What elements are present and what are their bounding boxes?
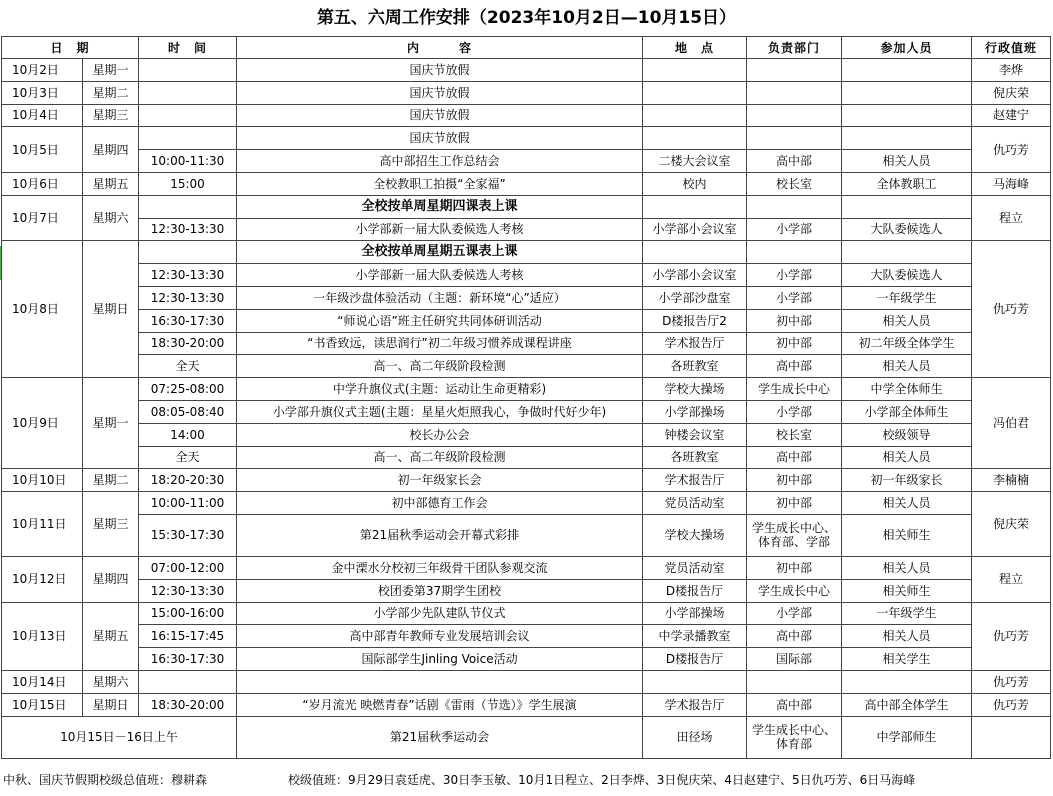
duty-cell: 李烨 (972, 59, 1051, 82)
dept-cell: 小学部 (747, 264, 842, 287)
weekday-cell: 星期一 (83, 378, 139, 469)
dept-cell (747, 104, 842, 127)
header-content: 内 容 (237, 37, 643, 59)
content-cell: 国庆节放假 (237, 127, 643, 150)
date-cell: 10月7日 (2, 195, 83, 241)
people-cell: 中学部师生 (842, 716, 972, 758)
table-row (2, 514, 1051, 556)
date-cell: 10月15日－16日上午 (2, 716, 237, 758)
people-cell: 高中部全体学生 (842, 693, 972, 716)
table-row (2, 355, 1051, 378)
content-cell: “岁月流光 映燃青春”话剧《雷雨（节选）》学生展演 (237, 693, 643, 716)
people-cell (842, 127, 972, 150)
people-cell: 相关师生 (842, 514, 972, 556)
weekday-cell: 星期一 (83, 59, 139, 82)
holiday-duty-note: 中秋、国庆节假期校级总值班：穆耕森 (3, 773, 208, 787)
time-cell: 12:30-13:30 (139, 264, 237, 287)
dept-cell: 初中部 (747, 309, 842, 332)
time-cell (139, 81, 237, 104)
content-cell: 金中溧水分校初三年级骨干团队参观交流 (237, 556, 643, 579)
place-cell (643, 127, 747, 150)
content-cell: 第21届秋季运动会开幕式彩排 (237, 514, 643, 556)
dept-cell: 初中部 (747, 332, 842, 355)
time-cell (139, 104, 237, 127)
people-cell: 初二年级全体学生 (842, 332, 972, 355)
place-cell: 中学录播教室 (643, 625, 747, 648)
date-cell: 10月12日 (2, 556, 83, 602)
date-cell: 10月10日 (2, 469, 83, 492)
people-cell: 相关人员 (842, 355, 972, 378)
time-cell: 08:05-08:40 (139, 400, 237, 423)
dept-cell: 校长室 (747, 172, 842, 195)
duty-cell: 马海峰 (972, 172, 1051, 195)
date-cell: 10月4日 (2, 104, 83, 127)
table-row (2, 309, 1051, 332)
dept-cell: 高中部 (747, 446, 842, 469)
dept-cell (747, 81, 842, 104)
people-cell: 一年级学生 (842, 602, 972, 625)
content-cell: “书香致远，读思润行”初二年级习惯养成课程讲座 (237, 332, 643, 355)
people-cell: 全体教职工 (842, 172, 972, 195)
dept-cell: 学生成长中心 (747, 579, 842, 602)
people-cell (842, 59, 972, 82)
people-cell: 相关人员 (842, 150, 972, 173)
table-row (2, 423, 1051, 446)
time-cell: 16:15-17:45 (139, 625, 237, 648)
table-row (2, 81, 1051, 104)
place-cell (643, 670, 747, 693)
content-cell (237, 670, 643, 693)
place-cell: D楼报告厅2 (643, 309, 747, 332)
place-cell: 小学部小会议室 (643, 264, 747, 287)
table-row (2, 602, 1051, 625)
time-cell: 18:20-20:30 (139, 469, 237, 492)
table-row (2, 286, 1051, 309)
time-cell: 18:30-20:00 (139, 693, 237, 716)
duty-cell: 倪庆荣 (972, 492, 1051, 557)
place-cell: 钟楼会议室 (643, 423, 747, 446)
table-row (2, 400, 1051, 423)
time-cell (139, 127, 237, 150)
header-duty: 行政值班 (972, 37, 1051, 59)
date-cell: 10月5日 (2, 127, 83, 173)
dept-cell (747, 195, 842, 218)
people-cell: 大队委候选人 (842, 264, 972, 287)
place-cell: 小学部小会议室 (643, 218, 747, 241)
dept-cell: 学生成长中心、体育部、学部 (747, 514, 842, 556)
table-row (2, 218, 1051, 241)
date-cell: 10月3日 (2, 81, 83, 104)
time-cell: 12:30-13:30 (139, 579, 237, 602)
weekday-cell: 星期五 (83, 172, 139, 195)
content-cell: 高一、高二年级阶段检测 (237, 355, 643, 378)
duty-cell: 仇巧芳 (972, 602, 1051, 670)
duty-cell (972, 716, 1051, 758)
date-cell: 10月2日 (2, 59, 83, 82)
weekday-cell: 星期三 (83, 492, 139, 557)
time-cell (139, 59, 237, 82)
content-cell: 初一年级家长会 (237, 469, 643, 492)
dept-cell: 高中部 (747, 625, 842, 648)
table-row (2, 241, 1051, 264)
duty-cell: 冯伯君 (972, 378, 1051, 469)
time-cell: 15:30-17:30 (139, 514, 237, 556)
time-cell: 15:00 (139, 172, 237, 195)
content-cell: 小学部新一届大队委候选人考核 (237, 264, 643, 287)
table-row (2, 127, 1051, 150)
place-cell: 各班教室 (643, 355, 747, 378)
people-cell: 相关人员 (842, 446, 972, 469)
time-cell (139, 670, 237, 693)
weekday-cell: 星期日 (83, 693, 139, 716)
dept-cell: 国际部 (747, 648, 842, 671)
time-cell (139, 241, 237, 264)
duty-cell: 李楠楠 (972, 469, 1051, 492)
dept-cell: 学生成长中心、体育部 (747, 716, 842, 758)
dept-cell: 学生成长中心 (747, 378, 842, 401)
weekday-cell: 星期二 (83, 81, 139, 104)
header-people: 参加人员 (842, 37, 972, 59)
content-cell: 中学升旗仪式(主题：运动让生命更精彩) (237, 378, 643, 401)
table-row (2, 59, 1051, 82)
table-row (2, 195, 1051, 218)
place-cell (643, 81, 747, 104)
place-cell: 校内 (643, 172, 747, 195)
date-cell: 10月8日 (2, 241, 83, 378)
content-cell: 小学部新一届大队委候选人考核 (237, 218, 643, 241)
table-row (2, 264, 1051, 287)
date-cell: 10月6日 (2, 172, 83, 195)
dept-cell: 小学部 (747, 286, 842, 309)
header-date: 日 期 (2, 37, 139, 59)
content-cell: 一年级沙盘体验活动（主题：新环境“心”适应） (237, 286, 643, 309)
duty-cell: 程立 (972, 556, 1051, 602)
time-cell (139, 195, 237, 218)
time-cell: 15:00-16:00 (139, 602, 237, 625)
date-cell: 10月11日 (2, 492, 83, 557)
people-cell (842, 670, 972, 693)
people-cell (842, 241, 972, 264)
place-cell: 小学部操场 (643, 400, 747, 423)
table-row (2, 579, 1051, 602)
people-cell: 相关师生 (842, 579, 972, 602)
place-cell: 小学部沙盘室 (643, 286, 747, 309)
header-dept: 负责部门 (747, 37, 842, 59)
dept-cell: 初中部 (747, 492, 842, 515)
people-cell: 相关人员 (842, 556, 972, 579)
place-cell: 田径场 (643, 716, 747, 758)
table-row (2, 670, 1051, 693)
weekday-cell: 星期四 (83, 127, 139, 173)
weekday-cell: 星期三 (83, 104, 139, 127)
content-cell: 国庆节放假 (237, 104, 643, 127)
table-row (2, 150, 1051, 173)
content-cell: 初中部德育工作会 (237, 492, 643, 515)
people-cell (842, 104, 972, 127)
place-cell: 学校大操场 (643, 378, 747, 401)
duty-cell: 程立 (972, 195, 1051, 241)
duty-cell: 赵建宁 (972, 104, 1051, 127)
page-title: 第五、六周工作安排（2023年10月2日—10月15日） (316, 8, 737, 28)
content-cell: 国庆节放假 (237, 59, 643, 82)
table-row (2, 446, 1051, 469)
people-cell: 大队委候选人 (842, 218, 972, 241)
time-cell: 16:30-17:30 (139, 309, 237, 332)
people-cell: 相关人员 (842, 492, 972, 515)
date-cell: 10月15日 (2, 693, 83, 716)
place-cell: 学术报告厅 (643, 693, 747, 716)
place-cell (643, 195, 747, 218)
dept-cell (747, 670, 842, 693)
time-cell: 12:30-13:30 (139, 286, 237, 309)
duty-cell: 仇巧芳 (972, 693, 1051, 716)
people-cell: 小学部全体师生 (842, 400, 972, 423)
content-cell: 高中部青年教师专业发展培训会议 (237, 625, 643, 648)
people-cell: 相关学生 (842, 648, 972, 671)
time-cell: 10:00-11:30 (139, 150, 237, 173)
place-cell: 学术报告厅 (643, 469, 747, 492)
people-cell: 中学全体师生 (842, 378, 972, 401)
content-cell: 国庆节放假 (237, 81, 643, 104)
content-cell: 校团委第37期学生团校 (237, 579, 643, 602)
date-cell: 10月14日 (2, 670, 83, 693)
dept-cell: 高中部 (747, 355, 842, 378)
duty-cell: 仇巧芳 (972, 241, 1051, 378)
table-row (2, 104, 1051, 127)
date-cell: 10月9日 (2, 378, 83, 469)
people-cell: 相关人员 (842, 309, 972, 332)
content-cell: 全校按单周星期五课表上课 (237, 241, 643, 264)
place-cell (643, 104, 747, 127)
table-row (2, 469, 1051, 492)
content-cell: 高一、高二年级阶段检测 (237, 446, 643, 469)
table-row (2, 648, 1051, 671)
duty-cell: 仇巧芳 (972, 670, 1051, 693)
content-cell: 全校教职工拍摄“全家福” (237, 172, 643, 195)
time-cell: 14:00 (139, 423, 237, 446)
dept-cell: 校长室 (747, 423, 842, 446)
dept-cell: 高中部 (747, 693, 842, 716)
place-cell: 各班教室 (643, 446, 747, 469)
place-cell: 学校大操场 (643, 514, 747, 556)
schedule-body (2, 59, 1051, 759)
table-row (2, 556, 1051, 579)
people-cell (842, 81, 972, 104)
place-cell (643, 241, 747, 264)
dept-cell: 初中部 (747, 469, 842, 492)
content-cell: 小学部少先队建队节仪式 (237, 602, 643, 625)
time-cell: 10:00-11:00 (139, 492, 237, 515)
time-cell: 全天 (139, 446, 237, 469)
table-row (2, 332, 1051, 355)
table-row (2, 693, 1051, 716)
place-cell: 二楼大会议室 (643, 150, 747, 173)
dept-cell (747, 59, 842, 82)
people-cell (842, 195, 972, 218)
place-cell: 党员活动室 (643, 556, 747, 579)
table-row (2, 625, 1051, 648)
time-cell: 全天 (139, 355, 237, 378)
date-cell: 10月13日 (2, 602, 83, 670)
duty-cell: 倪庆荣 (972, 81, 1051, 104)
time-cell: 18:30-20:00 (139, 332, 237, 355)
place-cell: 小学部操场 (643, 602, 747, 625)
time-cell: 07:00-12:00 (139, 556, 237, 579)
header-place: 地 点 (643, 37, 747, 59)
place-cell: D楼报告厅 (643, 579, 747, 602)
people-cell: 校级领导 (842, 423, 972, 446)
content-cell: 高中部招生工作总结会 (237, 150, 643, 173)
place-cell: D楼报告厅 (643, 648, 747, 671)
content-cell: 校长办公会 (237, 423, 643, 446)
schedule-table (1, 36, 1051, 759)
place-cell: 学术报告厅 (643, 332, 747, 355)
time-cell: 07:25-08:00 (139, 378, 237, 401)
content-cell: 第21届秋季运动会 (237, 716, 643, 758)
weekday-cell: 星期五 (83, 602, 139, 670)
weekday-cell: 星期四 (83, 556, 139, 602)
table-row (2, 716, 1051, 758)
content-cell: 国际部学生Jinling Voice活动 (237, 648, 643, 671)
time-cell: 16:30-17:30 (139, 648, 237, 671)
weekday-cell: 星期六 (83, 195, 139, 241)
dept-cell (747, 127, 842, 150)
content-cell: “师说心语”班主任研究共同体研训活动 (237, 309, 643, 332)
content-cell: 小学部升旗仪式主题(主题：星星火炬照我心，争做时代好少年) (237, 400, 643, 423)
school-duty-note: 校级值班：9月29日袁廷虎、30日李玉敏、10月1日程立、2日李烨、3日倪庆荣、4日赵建宁、5日仇巧芳、6日马海峰 (288, 773, 916, 787)
dept-cell: 初中部 (747, 556, 842, 579)
place-cell (643, 59, 747, 82)
people-cell: 初一年级家长 (842, 469, 972, 492)
dept-cell: 小学部 (747, 602, 842, 625)
table-row (2, 492, 1051, 515)
content-cell: 全校按单周星期四课表上课 (237, 195, 643, 218)
place-cell: 党员活动室 (643, 492, 747, 515)
duty-cell: 仇巧芳 (972, 127, 1051, 173)
weekday-cell: 星期二 (83, 469, 139, 492)
weekday-cell: 星期日 (83, 241, 139, 378)
people-cell: 相关人员 (842, 625, 972, 648)
dept-cell (747, 241, 842, 264)
table-row (2, 172, 1051, 195)
header-time: 时 间 (139, 37, 237, 59)
footer (3, 770, 1051, 790)
dept-cell: 高中部 (747, 150, 842, 173)
dept-cell: 小学部 (747, 218, 842, 241)
time-cell: 12:30-13:30 (139, 218, 237, 241)
people-cell: 一年级学生 (842, 286, 972, 309)
table-row (2, 378, 1051, 401)
weekday-cell: 星期六 (83, 670, 139, 693)
dept-cell: 小学部 (747, 400, 842, 423)
